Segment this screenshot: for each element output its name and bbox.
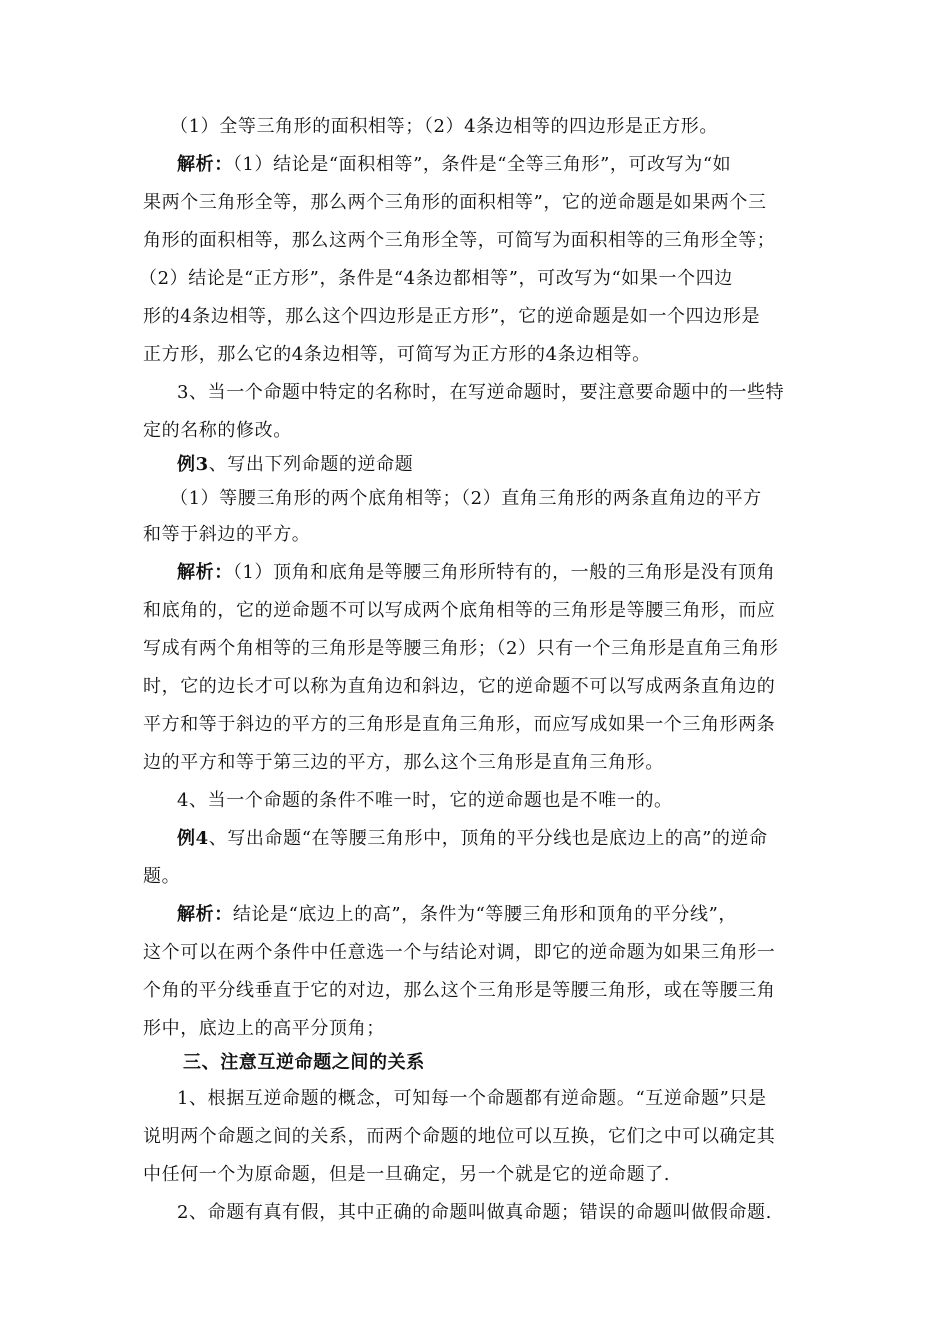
- text-span: 平方和等于斜边的平方的三角形是直角三角形，而应写成如果一个三角形两条: [143, 714, 776, 735]
- text-span: 形中，底边上的高平分顶角；: [143, 1018, 385, 1039]
- example-2-items: [170, 113, 835, 141]
- text-span: 、写出命题“在等腰三角形中，顶角的平分线也是底边上的高”的逆命: [208, 828, 768, 849]
- text-span: 1、根据互逆命题的概念，可知每一个命题都有逆命题。“互逆命题”只是: [177, 1088, 767, 1109]
- text-span: 这个可以在两个条件中任意选一个与结论对调，即它的逆命题为如果三角形一: [143, 942, 776, 963]
- text-span: 3、当一个命题中特定的名称时，在写逆命题时，要注意要命题中的一些特: [177, 382, 785, 403]
- text-span: 和等于斜边的平方。: [143, 524, 311, 545]
- text-span: （1）全等三角形的面积相等；（2）4条边相等的四边形是正方形。: [170, 116, 718, 137]
- text-span: （1）结论是“面积相等”，条件是“全等三角形”，可改写为“如: [232, 154, 732, 175]
- text-span: 说明两个命题之间的关系，而两个命题的地位可以互换，它们之中可以确定其: [143, 1126, 776, 1147]
- example-label: 例3: [177, 454, 209, 475]
- analysis-2-line-3: [143, 227, 808, 255]
- analysis-2-line-2: [143, 189, 808, 217]
- text-span: 三、注意互逆命题之间的关系: [183, 1052, 425, 1073]
- analysis-2-line-6: [143, 341, 808, 369]
- text-span: 果两个三角形全等，那么两个三角形的面积相等”，它的逆命题是如果两个三: [143, 192, 767, 213]
- section-3-point-1-line-3: [143, 1161, 808, 1189]
- text-span: 定的名称的修改。: [143, 420, 292, 441]
- analysis-2-line-1: [177, 151, 808, 179]
- point-3-line-1: [177, 379, 808, 407]
- analysis-2-line-4: [139, 265, 804, 293]
- point-4-line: [177, 787, 808, 815]
- section-3-heading: [183, 1049, 808, 1077]
- analysis-4-line-3: [143, 977, 808, 1005]
- text-span: 角形的面积相等，那么这两个三角形全等，可简写为面积相等的三角形全等；: [143, 230, 776, 251]
- text-span: 边的平方和等于第三边的平方，那么这个三角形是直角三角形。: [143, 752, 664, 773]
- analysis-4-line-1: [177, 901, 808, 929]
- analysis-3-line-5: [143, 711, 808, 739]
- text-span: （1）等腰三角形的两个底角相等；（2）直角三角形的两条直角边的平方: [170, 488, 762, 509]
- text-span: 2、命题有真有假，其中正确的命题叫做真命题；错误的命题叫做假命题.: [177, 1202, 772, 1223]
- text-span: 和底角的，它的逆命题不可以写成两个底角相等的三角形是等腰三角形，而应: [143, 600, 776, 621]
- text-span: 形的4条边相等，那么这个四边形是正方形”，它的逆命题是如一个四边形是: [143, 306, 761, 327]
- text-span: 结论是“底边上的高”，条件为“等腰三角形和顶角的平分线”，: [232, 904, 738, 925]
- analysis-3-line-3: [143, 635, 808, 663]
- example-4-line-1: [177, 825, 808, 853]
- example-4-line-2: [143, 863, 808, 891]
- section-3-point-1-line-2: [143, 1123, 808, 1151]
- text-span: 写成有两个角相等的三角形是等腰三角形；（2）只有一个三角形是直角三角形: [143, 638, 779, 659]
- point-3-line-2: [143, 417, 808, 445]
- text-span: 题。: [143, 866, 181, 887]
- analysis-label: 解析：: [177, 154, 233, 175]
- analysis-3-line-4: [143, 673, 808, 701]
- text-span: 、写出下列命题的逆命题: [208, 454, 414, 475]
- analysis-4-line-4: [143, 1015, 808, 1043]
- analysis-3-line-6: [143, 749, 808, 777]
- analysis-2-line-5: [143, 303, 808, 331]
- analysis-3-line-2: [143, 597, 808, 625]
- analysis-4-line-2: [143, 939, 808, 967]
- text-span: 4、当一个命题的条件不唯一时，它的逆命题也是不唯一的。: [177, 790, 673, 811]
- example-3-line-2: [143, 521, 808, 549]
- analysis-3-line-1: [177, 559, 808, 587]
- text-span: （2）结论是“正方形”，条件是“4条边都相等”，可改写为“如果一个四边: [139, 268, 733, 289]
- text-span: 中任何一个为原命题，但是一旦确定，另一个就是它的逆命题了.: [143, 1164, 671, 1185]
- text-span: 时，它的边长才可以称为直角边和斜边，它的逆命题不可以写成两条直角边的: [143, 676, 776, 697]
- analysis-label: 解析：: [177, 904, 233, 925]
- text-span: （1）顶角和底角是等腰三角形所特有的，一般的三角形是没有顶角: [232, 562, 776, 583]
- section-3-point-1-line-1: [177, 1085, 808, 1113]
- example-3-line-1: [170, 485, 835, 513]
- analysis-label: 解析：: [177, 562, 233, 583]
- example-3-title: [177, 451, 808, 479]
- section-3-point-2: [177, 1199, 808, 1227]
- example-label: 例4: [177, 828, 209, 849]
- text-span: 正方形，那么它的4条边相等，可简写为正方形的4条边相等。: [143, 344, 651, 365]
- text-span: 个角的平分线垂直于它的对边，那么这个三角形是等腰三角形，或在等腰三角: [143, 980, 776, 1001]
